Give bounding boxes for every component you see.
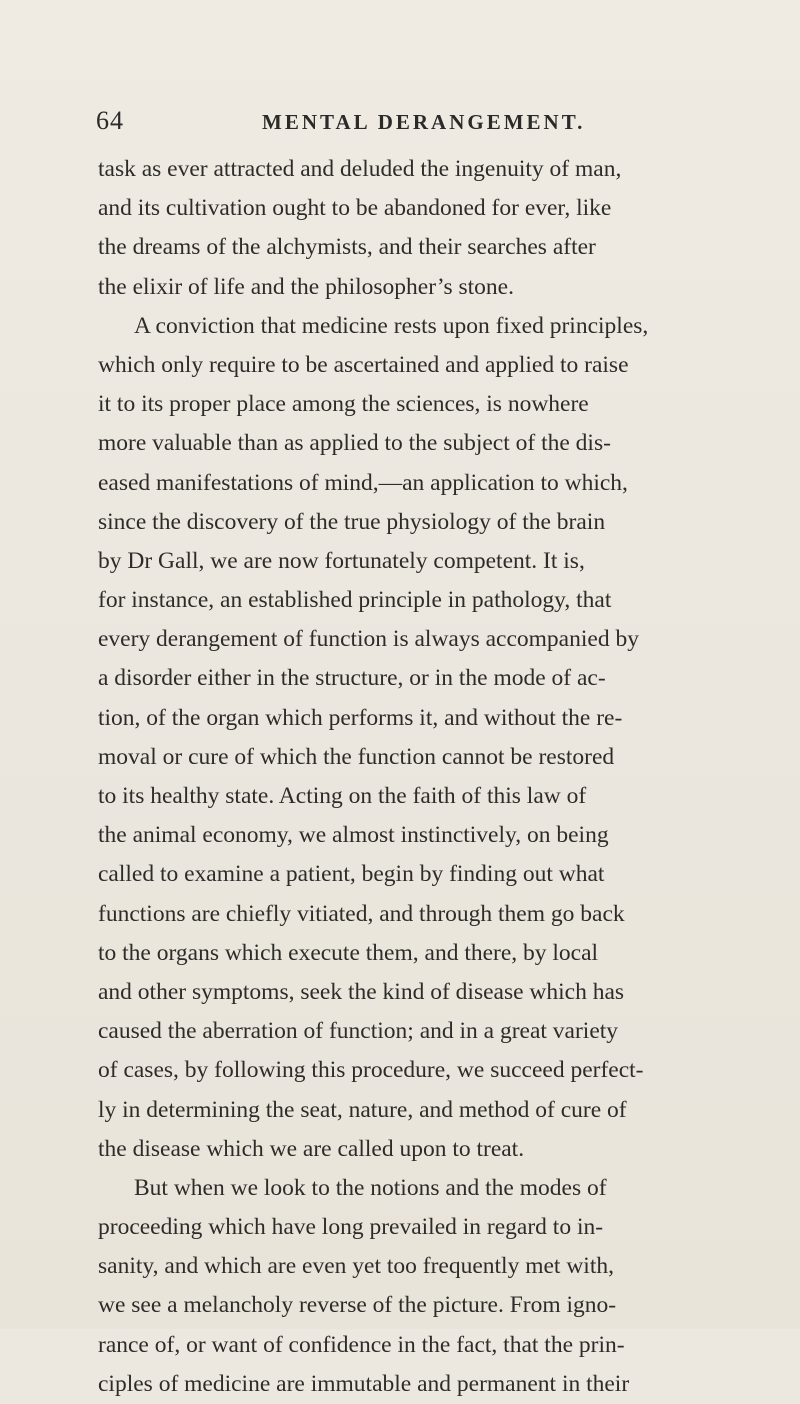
text-line: eased manifestations of mind,—an application to which, — [98, 469, 628, 496]
page-header — [96, 106, 756, 142]
text-line: every derangement of function is always accompanied by — [98, 626, 639, 653]
text-line: for instance, an established principle in pathology, that — [98, 587, 612, 614]
text-line: ciples of medicine are immutable and permanent in their — [98, 1370, 630, 1397]
body-text — [98, 150, 798, 1404]
text-line: since the discovery of the true physiology of the brain — [98, 508, 606, 535]
text-line: which only require to be ascertained and applied to raise — [98, 351, 629, 378]
text-line: moval or cure of which the function cannot be restored — [98, 743, 615, 770]
text-line: more valuable than as applied to the subject of the dis- — [98, 430, 611, 457]
text-line: a disorder either in the structure, or in the mode of ac- — [98, 665, 606, 692]
paragraph-start-line: But when we look to the notions and the modes of — [134, 1174, 607, 1201]
text-line: sanity, and which are even yet too frequently met with, — [98, 1253, 614, 1280]
text-line: of cases, by following this procedure, we succeed perfect- — [98, 1057, 644, 1084]
text-line: task as ever attracted and deluded the ingenuity of man, — [98, 156, 622, 182]
text-line: caused the aberration of function; and in a great variety — [98, 1018, 619, 1045]
text-line: and its cultivation ought to be abandoned for ever, like — [98, 195, 612, 222]
text-line: ly in determining the seat, nature, and method of cure of — [98, 1096, 627, 1123]
text-line: the animal economy, we almost instinctively, on being — [98, 822, 609, 849]
text-line: by Dr Gall, we are now fortunately competent. It is, — [98, 547, 585, 574]
text-line: called to examine a patient, begin by finding out what — [98, 861, 605, 888]
running-head: MENTAL DERANGEMENT. — [262, 110, 586, 134]
text-line: rance of, or want of confidence in the fact, that the prin- — [98, 1331, 625, 1358]
text-line: functions are chiefly vitiated, and through them go back — [98, 900, 625, 927]
text-line: we see a melancholy reverse of the picture. From igno- — [98, 1292, 617, 1319]
text-line: and other symptoms, seek the kind of disease which has — [98, 978, 625, 1005]
text-line: to the organs which execute them, and there, by local — [98, 939, 599, 966]
text-line: the elixir of life and the philosopher’s stone. — [98, 273, 514, 300]
text-line: the disease which we are called upon to treat. — [98, 1135, 525, 1162]
text-line: tion, of the organ which performs it, and without the re- — [98, 704, 623, 731]
text-line: the dreams of the alchymists, and their searches after — [98, 234, 596, 261]
text-line: proceeding which have long prevailed in regard to in- — [98, 1214, 604, 1241]
text-line: it to its proper place among the sciences, is nowhere — [98, 391, 589, 418]
paragraph-start-line: A conviction that medicine rests upon fixed principles, — [134, 312, 649, 339]
page-number: 64 — [96, 106, 124, 135]
text-line: to its healthy state. Acting on the faith of this law of — [98, 783, 587, 809]
